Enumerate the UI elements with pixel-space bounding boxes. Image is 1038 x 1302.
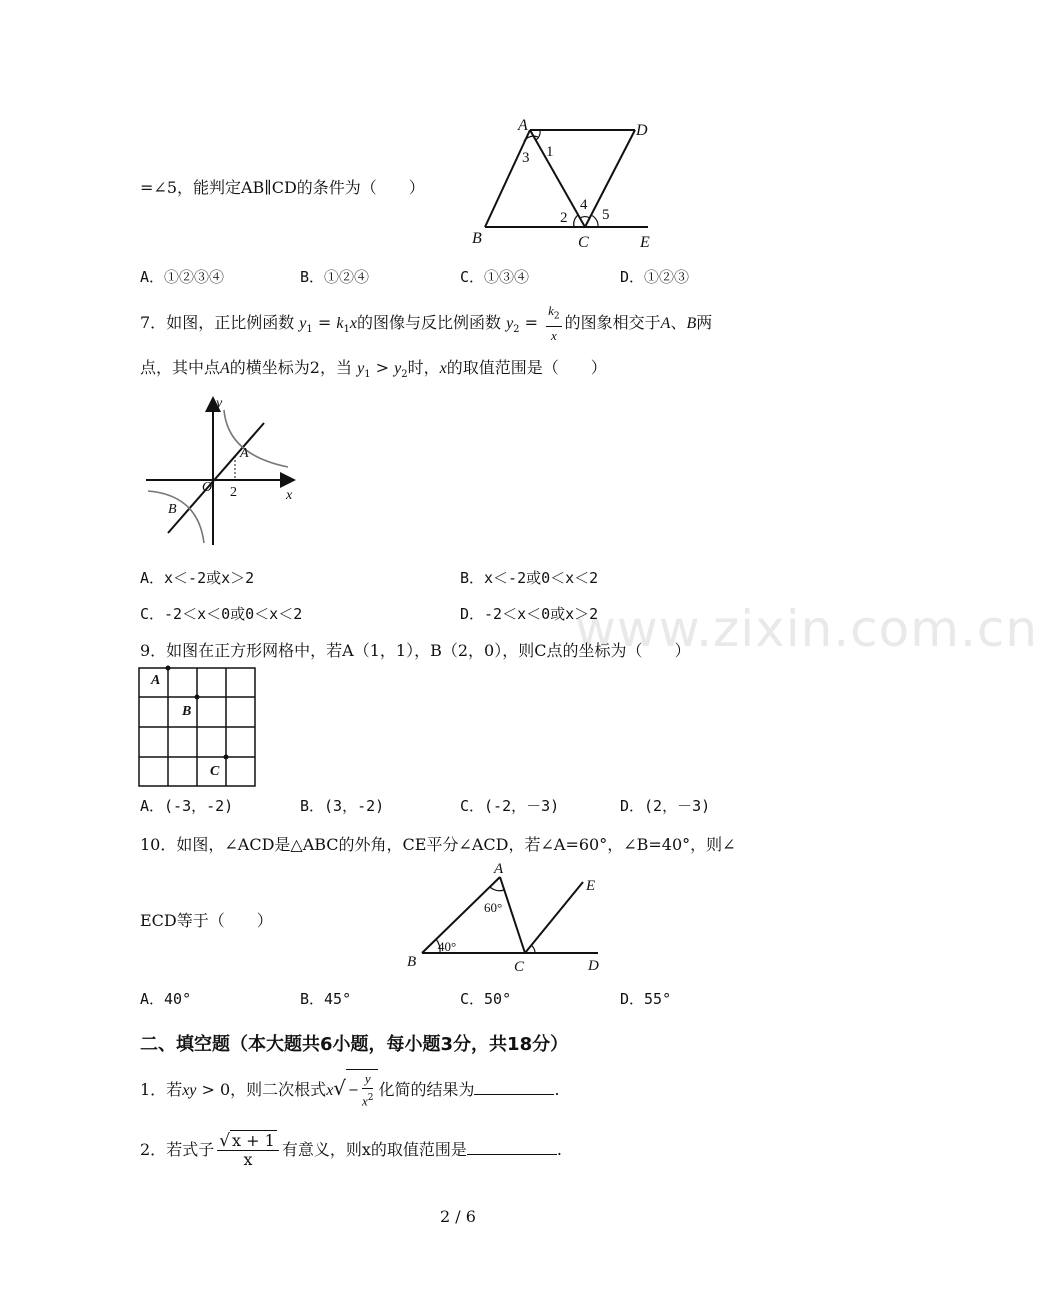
watermark: www.zixin.com.cn	[575, 600, 1038, 658]
q9-text: 9．如图在正方形网格中，若A（1，1），B（2，0），则C点的坐标为（ ）	[140, 641, 691, 660]
q6-label-d: D	[636, 122, 648, 139]
q10-text-cont: ECD等于（ ）	[140, 911, 273, 930]
q10-line-ab	[422, 877, 503, 953]
q9-point-b	[195, 695, 200, 700]
q10-option-c: C．50°	[460, 990, 512, 1008]
q7-figure	[140, 395, 310, 550]
q7-label-o: O	[202, 480, 213, 495]
q7-line-y1	[168, 423, 264, 533]
section-title: 二、填空题（本大题共6小题，每小题3分，共18分）	[140, 1034, 569, 1055]
q10-label-a: A	[494, 861, 504, 877]
q6-angle-5: 5	[602, 207, 610, 223]
q6-text: =∠5，能判定AB∥CD的条件为（ ）	[140, 178, 425, 197]
q6-arc-4	[580, 217, 590, 218]
q7-label-a: A	[240, 446, 249, 461]
q6-label-a: A	[518, 117, 528, 134]
q6-label-b: B	[472, 230, 482, 247]
fill-q2: 2．若式子 $\frac{√ x + 1}{x}$ 有意义，则x的取值范围是 .	[140, 1131, 562, 1169]
q7-label-x: x	[286, 488, 293, 503]
q7-hyperbola-lower	[148, 491, 204, 543]
q6-option-b: B．①②④	[300, 268, 370, 286]
q6-angle-1: 1	[546, 144, 554, 160]
q7-option-c: C．-2＜x＜0或0＜x＜2	[140, 605, 303, 623]
q7-line2: 点，其中点A的横坐标为2，当 $y_1 > y_2$时，x的取值范围是（ ）	[140, 358, 607, 381]
q6-label-e: E	[640, 234, 650, 251]
q6-option-c: C．①③④	[460, 268, 530, 286]
q10-arc-c	[531, 945, 535, 953]
q6-angle-4: 4	[580, 197, 588, 213]
q10-label-b: B	[407, 954, 417, 970]
q6-figure	[460, 115, 660, 255]
q7-line1: 7．如图，正比例函数 $y_1 = k_1x$的图像与反比例函数 $y_2$ = $\frac{k_2}{x}$ 的图象相交于A、B两	[140, 303, 713, 343]
q7-option-d: D．-2＜x＜0或x＞2	[460, 605, 599, 623]
q10-line-ac	[500, 877, 525, 953]
q7-option-b: B．x＜-2或0＜x＜2	[460, 569, 599, 587]
q6-line-ac	[530, 130, 585, 227]
q10-line-ce	[525, 882, 583, 953]
fill-q1: 1．若xy > 0，则二次根式x√ − $\frac{y}{x^2}$ 化简的结果为 .	[140, 1068, 560, 1112]
q6-arc-5	[591, 215, 598, 227]
q9-option-a: A．(-3，-2)	[140, 797, 234, 815]
q7-label-b: B	[168, 502, 177, 517]
q9-label-b: B	[182, 704, 192, 719]
q6-option-a: A．①②③④	[140, 268, 225, 286]
q6-label-c: C	[578, 234, 589, 251]
fill-q2-blank[interactable]	[467, 1140, 557, 1155]
q10-option-d: D．55°	[620, 990, 672, 1008]
q7-label-y: y	[216, 396, 223, 411]
q9-grid-figure	[138, 667, 258, 789]
q10-angle-b: 40°	[438, 939, 457, 954]
q9-option-c: C．(-2，－3)	[460, 797, 560, 815]
q10-text: 10．如图，∠ACD是△ABC的外角，CE平分∠ACD，若∠A=60°，∠B=40°，则∠	[140, 835, 736, 854]
q6-line-ab	[485, 130, 530, 227]
q6-arc-2	[574, 215, 578, 227]
page-number: 2 / 6	[440, 1207, 476, 1226]
q9-option-b: B．(3，-2)	[300, 797, 385, 815]
q10-label-d: D	[588, 958, 599, 974]
q6-angle-2: 2	[560, 210, 568, 226]
q9-label-a: A	[151, 673, 161, 688]
q10-option-b: B．45°	[300, 990, 352, 1008]
q10-figure	[400, 860, 610, 975]
q9-label-c: C	[210, 764, 220, 779]
q10-label-c: C	[514, 959, 525, 975]
q10-label-e: E	[586, 878, 596, 894]
q9-point-a	[166, 666, 171, 671]
fill-q1-blank[interactable]	[474, 1080, 554, 1095]
q6-option-d: D．①②③	[620, 268, 690, 286]
q6-angle-3: 3	[522, 150, 530, 166]
q6-line-cd	[585, 130, 635, 227]
q10-angle-a: 60°	[484, 900, 503, 915]
q7-option-a: A．x＜-2或x＞2	[140, 569, 255, 587]
q7-label-2: 2	[230, 485, 237, 500]
q9-option-d: D．(2，－3)	[620, 797, 711, 815]
q9-point-c	[224, 755, 229, 760]
q6-arc-1	[536, 130, 540, 140]
q10-arc-a	[490, 887, 504, 891]
q10-option-a: A．40°	[140, 990, 192, 1008]
